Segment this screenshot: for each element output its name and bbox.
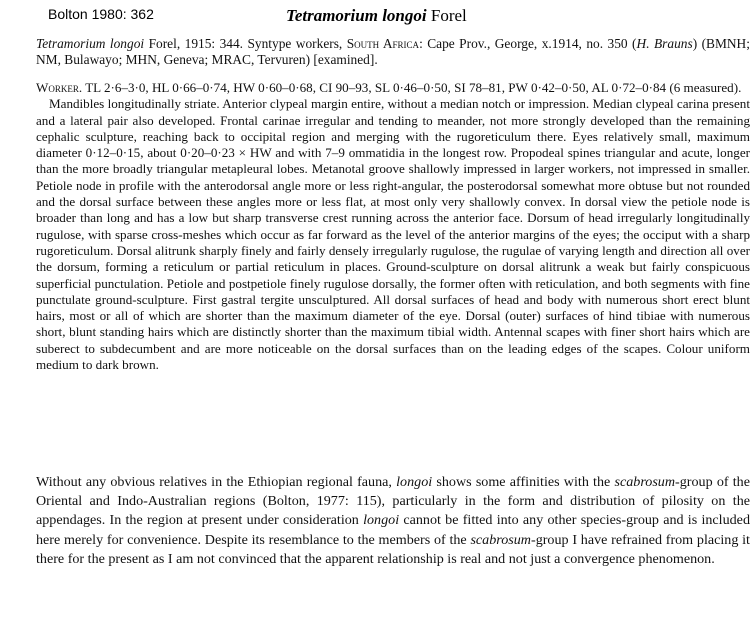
page-title: [286, 6, 467, 26]
discussion-paragraph: [36, 473, 750, 569]
synonymy-paragraph: [36, 36, 750, 69]
description-body: Mandibles longitudinally striate. Anterior clypeal margin entire, without a median notch or impression. Median clypeal carina present and a lateral pair also developed. Frontal carinae irregular and tending to meander, not more strongly developed than the remaining cephalic sculpture, reaching back to occipital region and merging with the rugoreticulum there. Eyes relatively small, maximum diameter 0·12–0·15, about 0·20–0·23 × HW and with 7–9 ommatidia in the longest row. Propodeal spines triangular and acute, longer than the more broadly triangular metapleural lobes. Metanotal groove shallowly impressed in larger workers, not impressed in smaller. Petiole node in profile with the anterodorsal angle more or less right-angular, the posterodorsal somewhat more obtuse but not rounded and the dorsal surface between these angles more or less flat, at most only very shallowly convex. In dorsal view the petiole node is broader than long and has a low but sharp transverse crest running across the anterior face. Dorsum of head irregularly longitudinally rugulose, with sparse cross-meshes which occur as far forward as the level of the anterior margins of the eyes; the occiput with a sharp rugoreticulum. Dorsal alitrunk sharply finely and fairly densely irregularly rugulose, the rugulae of varying length and direction all over the dorsum, forming a reticulum or partial reticulum in places. Ground-sculpture on dorsal alitrunk a weak but fairly conspicuous superficial punctulation. Petiole and postpetiole finely rugulose dorsally, the former often with reticulation, and both segments with fine punctulate ground-sculpture. First gastral tergite unsculptured. All dorsal surfaces of head and body with numerous short erect blunt hairs, most or all of which are shorter than the maximum diameter of the eye. Dorsal (outer) surfaces of hind tibiae with numerous short, blunt standing hairs which are distinctly shorter than the maximum tibial width. Antennal scapes with finer short hairs which are suberect to subdecumbent and are more noticeable on the dorsal surfaces than on the leading edges of the scapes. Colour uniform medium to dark brown.: [36, 96, 750, 373]
synonymy-depositories: ) (BMNH; NM, Bulawayo; MHN, Geneva; MRAC, Tervuren) [examined].: [36, 36, 750, 68]
discussion-text-1: Without any obvious relatives in the Ethiopian regional fauna,: [36, 474, 397, 490]
measurements-paragraph: [36, 80, 750, 96]
discussion-longoi-2: longoi: [363, 512, 400, 529]
measurements-text: TL 2·6–3·0, HL 0·66–0·74, HW 0·60–0·68, CI 90–93, SL 0·46–0·50, SI 78–81, PW 0·42–0·50, AL 0·72–0·84 (6 measured).: [85, 80, 742, 95]
synonymy-number: 350 (: [607, 36, 637, 51]
reference-label: Bolton 1980: 362: [48, 6, 154, 22]
discussion-group-2: scabrosum: [470, 531, 531, 548]
worker-description: [36, 80, 750, 373]
discussion-text-2: shows some affinities with the: [432, 474, 615, 490]
synonymy-collector: H. Brauns: [636, 36, 693, 51]
discussion-text-3: -group of the Oriental and Indo-Australian regions (Bolton, 1977: 115), particularly in the form and distribution of pilosity on the appendages. In the region at present under consideration: [36, 474, 750, 529]
discussion-text-4: cannot be fitted into any other species-group and is included here merely for convenience. Despite its resemblance to the members of the: [36, 512, 750, 548]
species-name: Tetramorium longoi: [286, 6, 427, 25]
caste-label: Worker.: [36, 80, 83, 95]
synonymy-citation: Forel, 1915: 344. Syntype workers,: [148, 36, 343, 51]
synonymy-taxon: Tetramorium longoi: [36, 36, 145, 51]
species-author: Forel: [430, 6, 467, 25]
synonymy-locality: : Cape Prov., George, x.1914, no.: [419, 36, 604, 51]
discussion-longoi-1: longoi: [396, 474, 433, 490]
discussion-group-1: scabrosum: [614, 474, 676, 490]
discussion-text-5: -group I have refrained from placing it there for the present as I am not convinced that the apparent relationship is real and not just a convergence phenomenon.: [36, 531, 750, 567]
synonymy-region: South Africa: [346, 36, 420, 51]
